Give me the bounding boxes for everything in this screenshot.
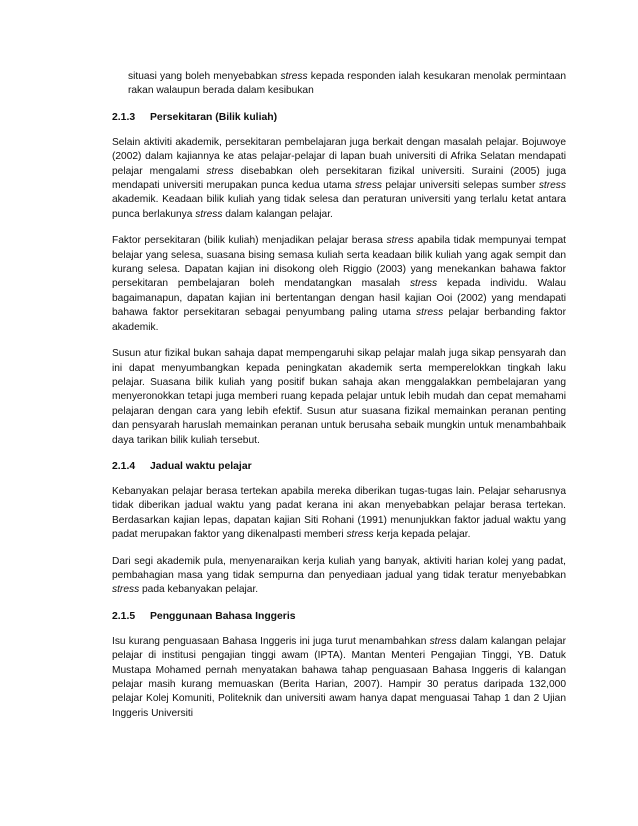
italic-term: stress [429, 635, 457, 647]
intro-paragraph: situasi yang boleh menyebabkan stress kepada responden ialah kesukaran menolak permintaan rakan walaupun berada dalam kesibukan [128, 71, 566, 97]
section-heading-2-1-5 [112, 610, 566, 624]
document-page [112, 70, 566, 733]
paragraph: Faktor persekitaran (bilik kuliah) menjadikan pelajar berasa stress apabila tidak mempunyai tempat belajar yang selesa, suasana bising semasa kuliah serta keadaan bilik kuliah yang agak sempit dan kurang selesa. Dapatan kajian ini disokong oleh Riggio (2003) yang menekankan bahawa faktor persekitaran pembelajaran boleh mendatangkan masalah stress kepada individu. Walau bagaimanapun, dapatan kajian ini bertentangan dengan hasil kajian Ooi (2002) yang mendapati bahawa faktor persekitaran sebagai penyumbang paling utama stress pelajar berbanding faktor akademik. [112, 235, 567, 333]
section-number: 2.1.3 [112, 111, 136, 123]
italic-term: stress [538, 180, 566, 192]
italic-term: stress [206, 165, 234, 177]
section-number: 2.1.5 [112, 610, 136, 622]
italic-term: stress [112, 584, 140, 596]
italic-term: stress [386, 235, 414, 247]
section-title: Persekitaran (Bilik kuliah) [150, 111, 278, 123]
italic-term: stress [346, 529, 374, 541]
italic-term: stress [409, 278, 438, 290]
section-title: Penggunaan Bahasa Inggeris [150, 610, 296, 622]
section-heading-2-1-3 [112, 111, 566, 125]
italic-term: stress [280, 71, 308, 82]
paragraph: Isu kurang penguasaan Bahasa Inggeris ini juga turut menambahkan stress dalam kalangan pelajar pelajar di institusi pengajian tinggi awam (IPTA). Mantan Menteri Pengajian Tinggi, YB. Datuk Mustapa Mohamed pernah menyatakan bahawa tahap penguasaan Bahasa Inggeris di kalangan pelajar masih kurang memuaskan (Berita Harian, 2007). Hampir 30 peratus daripada 132,000 pelajar Kolej Komuniti, Politeknik dan universiti awam hanya dapat menguasai Tahap 1 dan 2 Ujian Inggeris Universiti [112, 635, 566, 719]
section-title: Jadual waktu pelajar [150, 460, 252, 472]
paragraph: Susun atur fizikal bukan sahaja dapat mempengaruhi sikap pelajar malah juga sikap pensyarah dan ini dapat menyumbangkan kepada peningkatan akademik serta memperelokkan tingkah laku pelajar. Suasana bilik kuliah yang positif bukan sahaja akan menggalakkan pembelajaran yang menyeronokkan tetapi juga memberi ruang kepada pelajar untuk lebih mudah dan cepat memahami pelajaran dengan cara yang lebih efektif. Susun atur suasana fizikal memainkan peranan penting dan pensyarah haruslah memainkan peranan untuk berusaha sebaik mungkin untuk menambahbaik daya tarikan bilik kuliah tersebut. [112, 348, 566, 446]
section-number: 2.1.4 [112, 460, 136, 472]
paragraph: Kebanyakan pelajar berasa tertekan apabila mereka diberikan tugas-tugas lain. Pelajar seharusnya tidak diberikan jadual waktu yang padat kerana ini akan menyebabkan pelajar berasa tertekan. Berdasarkan kajian lepas, dapatan kajian Siti Rohani (1991) menunjukkan faktor jadual waktu yang padat merupakan faktor yang dikenalpasti memberi stress kerja kepada pelajar. [112, 485, 566, 541]
paragraph: Dari segi akademik pula, menyenaraikan kerja kuliah yang banyak, aktiviti harian kolej yang padat, pembahagian masa yang tidak sempurna dan penyediaan jadual yang tidak teratur menyebabkan stress pada kebanyakan pelajar. [112, 555, 566, 596]
section-heading-2-1-4 [112, 460, 566, 474]
italic-term: stress [354, 180, 383, 192]
paragraph: Selain aktiviti akademik, persekitaran pembelajaran juga berkait dengan masalah pelajar. Bojuwoye (2002) dalam kajiannya ke atas pelajar-pelajar di lapan buah universiti di Afrika Selatan mendapati pelajar mengalami stress disebabkan oleh persekitaran fizikal universiti. Suraini (2005) juga mendapati universiti merupakan punca kedua utama stress pelajar universiti selepas sumber stress akademik. Keadaan bilik kuliah yang tidak selesa dan peraturan universiti yang terlalu ketat antara punca berlakunya stress dalam kalangan pelajar. [112, 136, 566, 220]
italic-term: stress [195, 208, 223, 220]
italic-term: stress [416, 307, 444, 319]
